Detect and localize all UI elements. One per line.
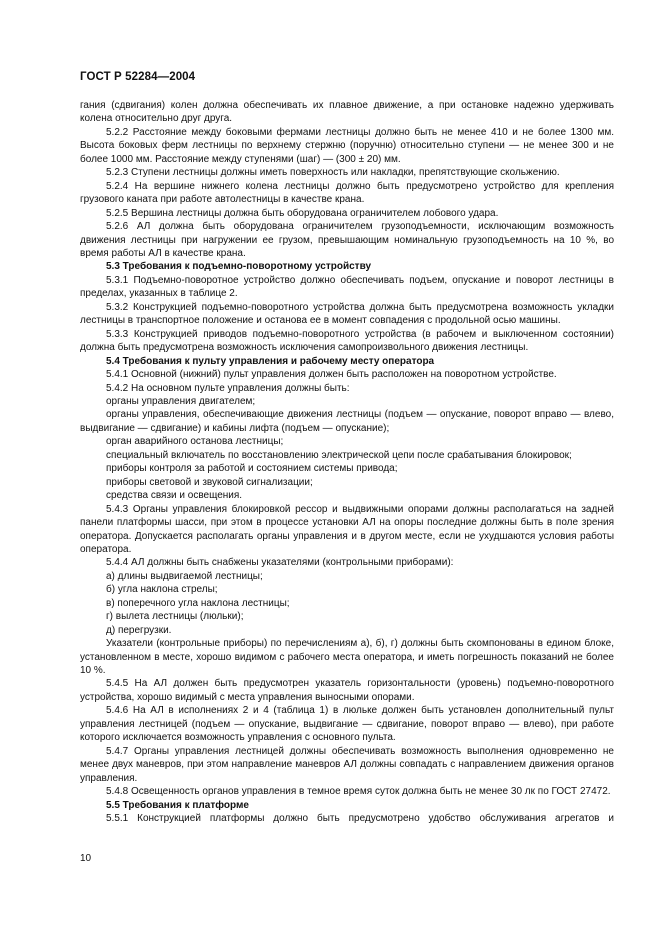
section-heading: 5.3 Требования к подъемно-поворотному устройству xyxy=(106,261,372,273)
paragraph: 5.4.1 Основной (нижний) пульт управления должен быть расположен на поворотном устройстве. xyxy=(106,369,557,381)
paragraph: г) вылета лестницы (люльки); xyxy=(106,611,244,623)
paragraph: органы управления, обеспечивающие движения лестницы (подъем — опускание, поворот вправо — влево, выдвигание — сдвигание) и кабины лифта (подъем — опускание); xyxy=(80,409,614,434)
paragraph: гания (сдвигания) колен должна обеспечивать их плавное движение, а при остановке надежно удерживать колена относительно друг друга. xyxy=(80,100,614,125)
paragraph: 5.3.2 Конструкцией подъемно-поворотного устройства должна быть предусмотрена возможность укладки лестницы в транспортное положение и останова ее в момент совпадения с продольной осью машины. xyxy=(80,301,614,327)
paragraph: средства связи и освещения. xyxy=(106,490,243,502)
paragraph: б) угла наклона стрелы; xyxy=(106,584,218,596)
paragraph: 5.2.5 Вершина лестницы должна быть оборудована ограничителем лобового удара. xyxy=(106,207,499,219)
section-heading: 5.4 Требования к пульту управления и рабочему месту оператора xyxy=(106,355,435,367)
paragraph: 5.3.1 Подъемно-поворотное устройство должно обеспечивать подъем, опускание и поворот лестницы в пределах, указанных в таблице 2. xyxy=(80,274,614,300)
paragraph: органы управления двигателем; xyxy=(106,395,256,407)
section-heading: 5.5 Требования к платформе xyxy=(106,799,249,811)
document-body xyxy=(80,99,614,825)
paragraph: 5.4.8 Освещенность органов управления в темное время суток должна быть не менее 30 лк по ГОСТ 27472. xyxy=(106,786,611,798)
paragraph: 5.4.2 На основном пульте управления должны быть: xyxy=(106,382,350,394)
paragraph: 5.3.3 Конструкцией приводов подъемно-поворотного устройства (в рабочем и выключенном состоянии) должна быть предусмотрена возможность исключения самопроизвольного движения лестницы. xyxy=(80,328,614,354)
paragraph: а) длины выдвигаемой лестницы; xyxy=(106,570,263,582)
paragraph: 5.4.3 Органы управления блокировкой рессор и выдвижными опорами должны располагаться на задней панели платформы шасси, при этом в процессе установки АЛ на опоры последние должны быть в поле зрения оператора. Допускается располагать органы управления и в другом месте, если не ухудшаются условия работы оператора. xyxy=(80,503,614,555)
paragraph: 5.2.6 АЛ должна быть оборудована ограничителем грузоподъемности, исключающим возможность движения лестницы при нагружении ее грузом, превышающим номинальную грузоподъемность на 10 %, во время работы АЛ в качестве крана. xyxy=(80,221,614,259)
paragraph: 5.4.6 На АЛ в исполнениях 2 и 4 (таблица 1) в люльке должен быть установлен дополнительный пульт управления лестницей (подъем — опускание, выдвигание — сдвигание, поворот вправо — влево), при работе которого исключается возможность управления с основного пульта. xyxy=(80,705,614,744)
paragraph: 5.5.1 Конструкцией платформы должно быть предусмотрено удобство обслуживания агрегатов и xyxy=(106,813,614,825)
page-number: 10 xyxy=(80,853,92,864)
paragraph: приборы световой и звуковой сигнализации; xyxy=(106,476,313,488)
paragraph: Указатели (контрольные приборы) по перечислениям а), б), г) должны быть скомпонованы в едином блоке, установленном в месте, хорошо видимом с рабочего места оператора, и иметь погрешность показаний не более 10 %. xyxy=(80,638,614,677)
paragraph: д) перегрузки. xyxy=(106,624,172,636)
document-header: ГОСТ Р 52284—2004 xyxy=(80,71,196,83)
paragraph: 5.2.4 На вершине нижнего колена лестницы должно быть предусмотрено устройство для крепления грузового каната при работе автолестницы в качестве крана. xyxy=(80,180,614,206)
paragraph: орган аварийного останова лестницы; xyxy=(106,436,284,448)
paragraph: специальный включатель по восстановлению электрической цепи после срабатывания блокировок; xyxy=(106,449,572,461)
paragraph: 5.2.2 Расстояние между боковыми фермами лестницы должно быть не менее 410 и не более 1300 мм. Высота боковых ферм лестницы по верхнему стержню (поручню) относительно ступени — не менее 300 и не более 1000 мм. Расстояние между ступенями (шаг) — (300 ± 20) мм. xyxy=(80,126,614,165)
paragraph: в) поперечного угла наклона лестницы; xyxy=(106,597,290,609)
paragraph: 5.4.7 Органы управления лестницей должны обеспечивать возможность выполнения одновременно не менее двух маневров, при этом направление маневров АЛ должны совпадать с направлением движения органов управления. xyxy=(80,745,614,784)
paragraph: 5.4.5 На АЛ должен быть предусмотрен указатель горизонтальности (уровень) подъемно-поворотного устройства, хорошо видимый с места управления выносными опорами. xyxy=(80,678,614,703)
paragraph: 5.4.4 АЛ должны быть снабжены указателями (контрольными приборами): xyxy=(106,557,454,569)
paragraph: 5.2.3 Ступени лестницы должны иметь поверхность или накладки, препятствующие скольжению. xyxy=(106,167,560,179)
paragraph: приборы контроля за работой и состоянием системы привода; xyxy=(106,463,398,475)
